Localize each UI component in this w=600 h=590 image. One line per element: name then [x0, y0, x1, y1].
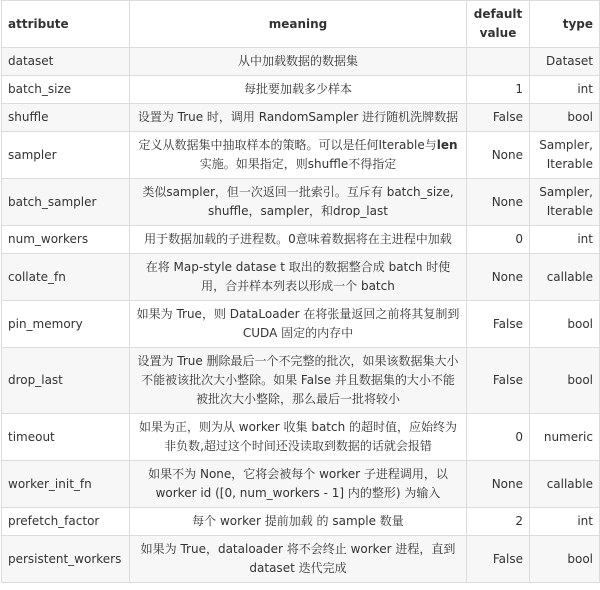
cell-meaning [130, 132, 467, 179]
cell-meaning: 从中加载数据的数据集 [130, 48, 467, 76]
table-row [2, 414, 600, 461]
meaning-text-post: 实施。如果指定，则shuffle不得指定 [199, 157, 397, 171]
cell-default: False [467, 104, 530, 132]
dataloader-parameters-table [1, 0, 600, 583]
cell-type: callable [530, 254, 600, 301]
cell-type: numeric [530, 414, 600, 461]
cell-meaning: 用于数据加载的子进程数。0意味着数据将在主进程中加载 [130, 226, 467, 254]
table-row [2, 508, 600, 536]
cell-attribute: collate_fn [2, 254, 130, 301]
cell-meaning: 在将 Map-style datase t 取出的数据整合成 batch 时使用，合并样本列表以形成一个 batch [130, 254, 467, 301]
cell-type: int [530, 226, 600, 254]
meaning-text-bold: len [436, 138, 458, 152]
cell-meaning: 如果为正，则为从 worker 收集 batch 的超时值，应始终为非负数,超过这个时间还没读取到数据的话就会报错 [130, 414, 467, 461]
cell-default: 0 [467, 226, 530, 254]
table-row [2, 254, 600, 301]
cell-type: callable [530, 461, 600, 508]
cell-default: False [467, 301, 530, 348]
cell-type: Sampler, Iterable [530, 132, 600, 179]
table-row [2, 226, 600, 254]
cell-meaning: 设置为 True 删除最后一个不完整的批次，如果该数据集大小不能被该批次大小整除。如果 False 并且数据集的大小不能被批次大小整除，那么最后一批将较小 [130, 348, 467, 414]
cell-meaning: 类似sampler，但一次返回一批索引。互斥有 batch_size, shuffle，sampler，和drop_last [130, 179, 467, 226]
header-default-value: default value [467, 1, 530, 48]
cell-attribute: batch_sampler [2, 179, 130, 226]
table-row [2, 179, 600, 226]
cell-default: 1 [467, 76, 530, 104]
table-row [2, 132, 600, 179]
cell-default: None [467, 179, 530, 226]
header-attribute: attribute [2, 1, 130, 48]
table-header-row [2, 1, 600, 48]
cell-meaning: 每批要加载多少样本 [130, 76, 467, 104]
cell-meaning: 如果为 True，则 DataLoader 在将张量返回之前将其复制到 CUDA 固定的内存中 [130, 301, 467, 348]
cell-attribute: prefetch_factor [2, 508, 130, 536]
cell-attribute: num_workers [2, 226, 130, 254]
cell-type: int [530, 76, 600, 104]
cell-default [467, 48, 530, 76]
cell-default: 0 [467, 414, 530, 461]
cell-type: bool [530, 536, 600, 583]
cell-type: bool [530, 104, 600, 132]
cell-attribute: drop_last [2, 348, 130, 414]
cell-attribute: pin_memory [2, 301, 130, 348]
cell-attribute: dataset [2, 48, 130, 76]
cell-type: Dataset [530, 48, 600, 76]
cell-meaning: 每个 worker 提前加载 的 sample 数量 [130, 508, 467, 536]
table-row [2, 348, 600, 414]
header-type: type [530, 1, 600, 48]
header-meaning: meaning [130, 1, 467, 48]
cell-attribute: batch_size [2, 76, 130, 104]
cell-default: None [467, 132, 530, 179]
meaning-text-pre: 定义从数据集中抽取样本的策略。可以是任何Iterable与 [138, 138, 437, 152]
cell-attribute: shuffle [2, 104, 130, 132]
cell-default: None [467, 254, 530, 301]
cell-attribute: timeout [2, 414, 130, 461]
cell-default: None [467, 461, 530, 508]
cell-meaning: 如果不为 None，它将会被每个 worker 子进程调用，以 worker id ([0, num_workers - 1] 内的整形) 为输入 [130, 461, 467, 508]
cell-type: Sampler, Iterable [530, 179, 600, 226]
cell-meaning: 如果为 True，dataloader 将不会终止 worker 进程，直到 dataset 迭代完成 [130, 536, 467, 583]
cell-type: int [530, 508, 600, 536]
cell-default: 2 [467, 508, 530, 536]
cell-attribute: sampler [2, 132, 130, 179]
table-row [2, 76, 600, 104]
cell-default: False [467, 536, 530, 583]
cell-attribute: persistent_workers [2, 536, 130, 583]
cell-default: False [467, 348, 530, 414]
table-row [2, 48, 600, 76]
cell-meaning: 设置为 True 时，调用 RandomSampler 进行随机洗牌数据 [130, 104, 467, 132]
table-row [2, 536, 600, 583]
table-row [2, 104, 600, 132]
cell-attribute: worker_init_fn [2, 461, 130, 508]
cell-type: bool [530, 348, 600, 414]
cell-type: bool [530, 301, 600, 348]
table-row [2, 301, 600, 348]
table-row [2, 461, 600, 508]
